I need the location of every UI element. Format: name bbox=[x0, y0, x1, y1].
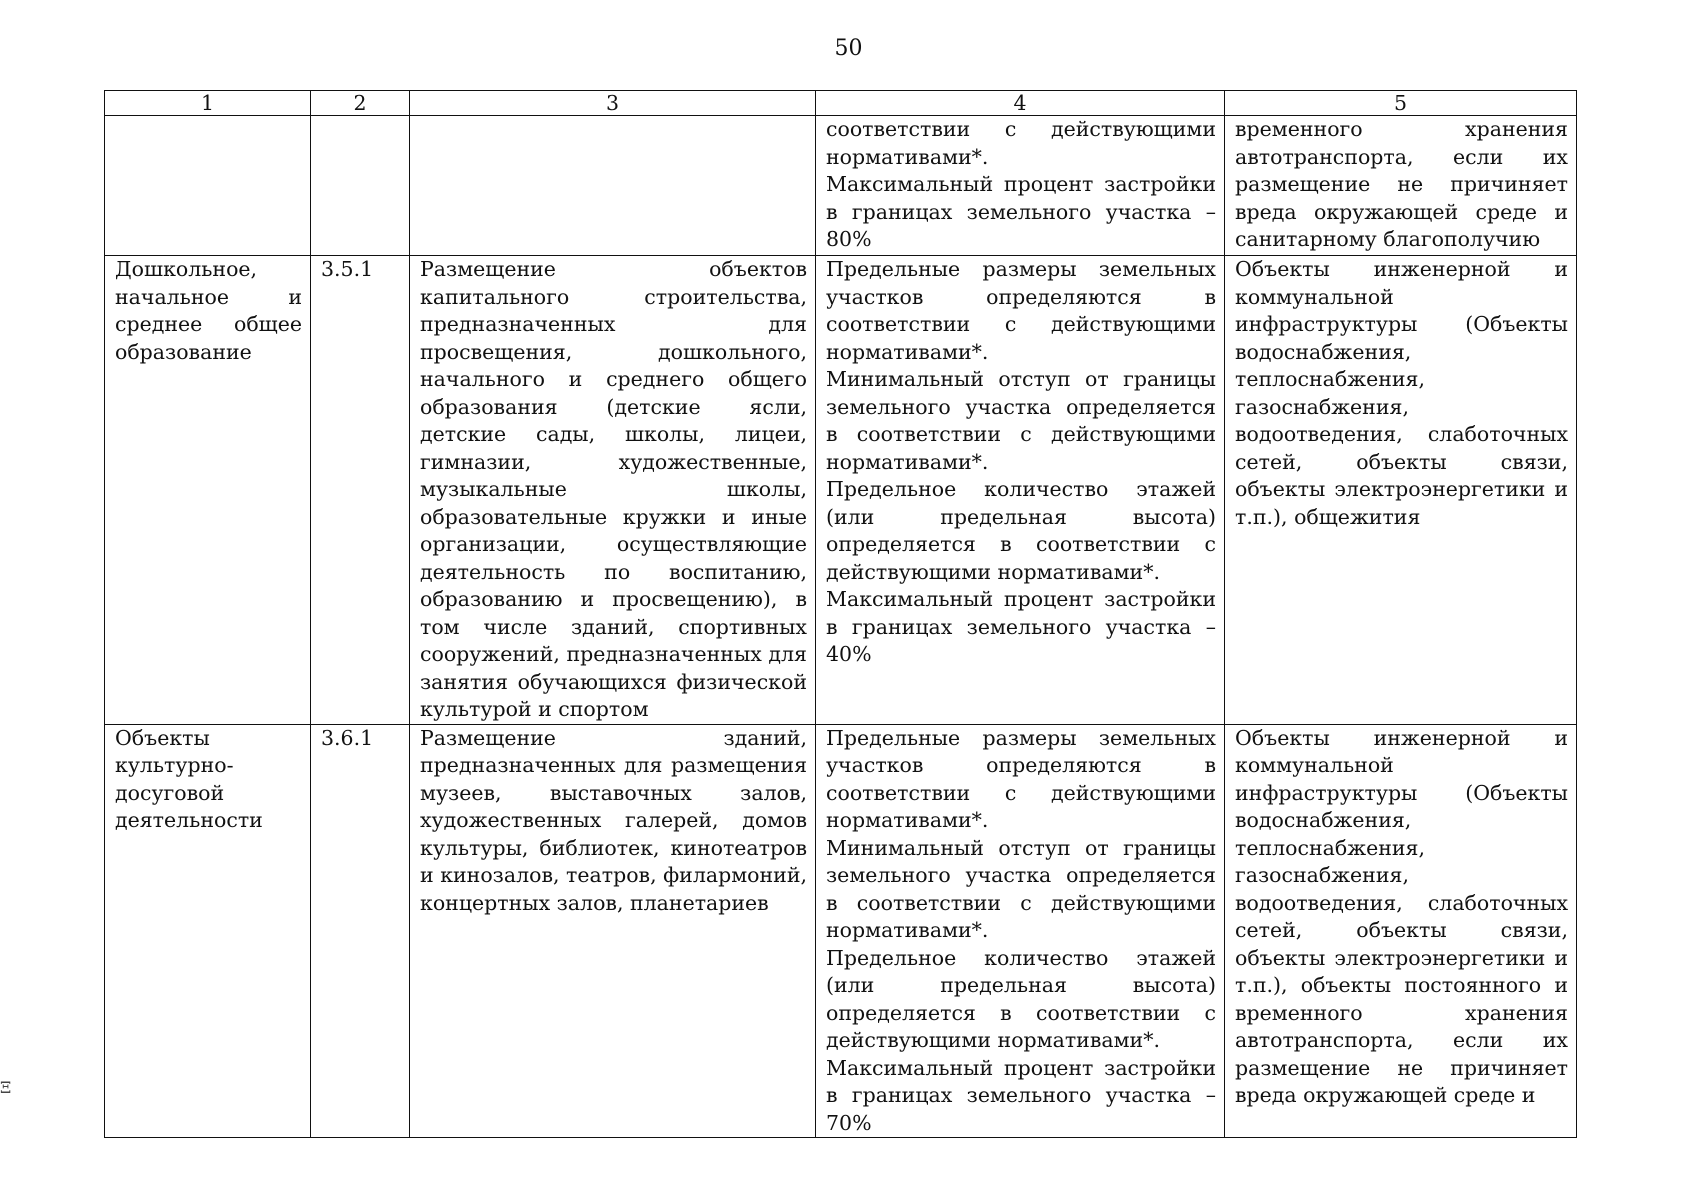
parameters-cell bbox=[816, 116, 1225, 256]
parameter-line: Предельное количество этажей (или предельная высота) определяется в соответствии с действующими нормативами*. bbox=[826, 945, 1216, 1052]
table-row bbox=[105, 116, 1577, 256]
column-header: 3 bbox=[410, 91, 816, 116]
scan-edge-mark: Ξ bbox=[0, 1078, 12, 1097]
page-number: 50 bbox=[834, 36, 863, 61]
auxiliary-objects-cell: Объекты инженерной и коммунальной инфраструктуры (Объекты водоснабжения, теплоснабжения, газоснабжения, водоотведения, слаботочных сетей, объекты связи, объекты электроэнергетики и т.п.), объекты постоянного и временного хранения автотранспорта, если их размещение не причиняет вреда окружающей среде и bbox=[1225, 724, 1577, 1138]
parameter-line: Максимальный процент застройки в границах земельного участка – 80% bbox=[826, 172, 1216, 251]
parameter-line: Максимальный процент застройки в границах земельного участка – 70% bbox=[826, 1055, 1216, 1135]
table-header-row bbox=[105, 91, 1577, 116]
parameters-cell bbox=[816, 256, 1225, 725]
parameter-line: Предельное количество этажей (или предельная высота) определяется в соответствии с действующими нормативами*. bbox=[826, 477, 1216, 584]
use-code-cell bbox=[311, 116, 410, 256]
table-row bbox=[105, 724, 1577, 1138]
parameter-line: Минимальный отступ от границы земельного участка определяется в соответствии с действующими нормативами*. bbox=[826, 835, 1216, 942]
parameter-line: соответствии с действующими нормативами*. bbox=[826, 117, 1216, 169]
parameter-line: Максимальный процент застройки в границах земельного участка – 40% bbox=[826, 587, 1216, 666]
use-description-cell: Размещение зданий, предназначенных для размещения музеев, выставочных залов, художественных галерей, домов культуры, библиотек, кинотеатров и кинозалов, театров, филармоний, концертных залов, планетариев bbox=[410, 724, 816, 1138]
table-row bbox=[105, 256, 1577, 725]
column-header: 1 bbox=[105, 91, 311, 116]
column-header: 5 bbox=[1225, 91, 1577, 116]
use-code-cell: 3.6.1 bbox=[311, 724, 410, 1138]
use-name-cell: Дошкольное, начальное и среднее общее образование bbox=[105, 256, 311, 725]
column-header: 4 bbox=[816, 91, 1225, 116]
use-name-cell: Объекты культурно-досуговой деятельности bbox=[105, 724, 311, 1138]
use-name-cell bbox=[105, 116, 311, 256]
use-code-cell: 3.5.1 bbox=[311, 256, 410, 725]
use-description-cell: Размещение объектов капитального строительства, предназначенных для просвещения, дошкольного, начального и среднего общего образования (детские ясли, детские сады, школы, лицеи, гимназии, художественные, музыкальные школы, образовательные кружки и иные организации, осуществляющие деятельность по воспитанию, образованию и просвещению), в том числе зданий, спортивных сооружений, предназначенных для занятия обучающихся физической культурой и спортом bbox=[410, 256, 816, 725]
parameter-line: Предельные размеры земельных участков определяются в соответствии с действующими нормативами*. bbox=[826, 725, 1216, 832]
parameter-line: Предельные размеры земельных участков определяются в соответствии с действующими нормативами*. bbox=[826, 257, 1216, 364]
land-use-table bbox=[104, 90, 1577, 1138]
parameters-cell bbox=[816, 724, 1225, 1138]
use-description-cell bbox=[410, 116, 816, 256]
column-header: 2 bbox=[311, 91, 410, 116]
auxiliary-objects-cell: временного хранения автотранспорта, если их размещение не причиняет вреда окружающей среде и санитарному благополучию bbox=[1225, 116, 1577, 256]
auxiliary-objects-cell: Объекты инженерной и коммунальной инфраструктуры (Объекты водоснабжения, теплоснабжения, газоснабжения, водоотведения, слаботочных сетей, объекты связи, объекты электроэнергетики и т.п.), общежития bbox=[1225, 256, 1577, 725]
parameter-line: Минимальный отступ от границы земельного участка определяется в соответствии с действующими нормативами*. bbox=[826, 367, 1216, 474]
